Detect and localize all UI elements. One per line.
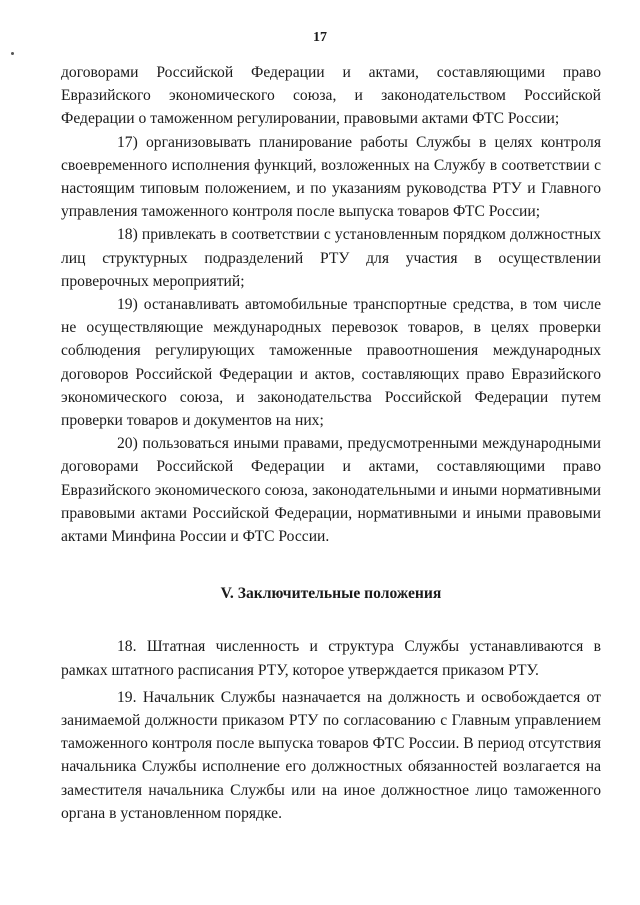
paragraph-final-19: 19. Начальник Службы назначается на должность и освобождается от занимаемой должности приказом РТУ по согласованию с Главным управлением таможенного контроля после выпуска товаров ФТС России. В период отсутствия начальника Службы исполнение его должностных обязанностей возлагается на заместителя начальника Службы или на иное должностное лицо таможенного органа в установленном порядке. xyxy=(61,688,601,822)
document-body xyxy=(61,61,601,825)
paragraph-item-17: 17) организовывать планирование работы Службы в целях контроля своевременного исполнения функций, возложенных на Службу в соответствии с настоящим типовым положением, и по указаниям руководства РТУ и Главного управления таможенного контроля после выпуска товаров ФТС России; xyxy=(61,133,601,221)
paragraph-item-19: 19) останавливать автомобильные транспортные средства, в том числе не осуществляющие международных перевозок товаров, в целях проверки соблюдения регулирующих таможенные правоотношения международных договоров Российской Федерации и актов, составляющих право Евразийского экономического союза, и законодательства Российской Федерации путем проверки товаров и документов на них; xyxy=(61,296,601,430)
paragraph-item-18: 18) привлекать в соответствии с установленным порядком должностных лиц структурных подразделений РТУ для участия в осуществлении проверочных мероприятий; xyxy=(61,226,601,290)
page-number: 17 xyxy=(313,30,327,45)
scan-speck xyxy=(11,52,14,55)
paragraph-item-20: 20) пользоваться иными правами, предусмотренными международными договорами Российской Федерации и актами, составляющими право Евразийского экономического союза, законодательными и иными нормативными правовыми актами Российской Федерации, нормативными и иными правовыми актами Минфина России и ФТС России. xyxy=(61,435,601,546)
section-heading: V. Заключительные положения xyxy=(220,585,442,603)
paragraph-final-18: 18. Штатная численность и структура Службы устанавливаются в рамках штатного расписания РТУ, которое утверждается приказом РТУ. xyxy=(61,638,601,679)
paragraph-continuation: договорами Российской Федерации и актами, составляющими право Евразийского экономического союза, и законодательством Российской Федерации о таможенном регулировании, правовыми актами ФТС России; xyxy=(61,64,601,128)
